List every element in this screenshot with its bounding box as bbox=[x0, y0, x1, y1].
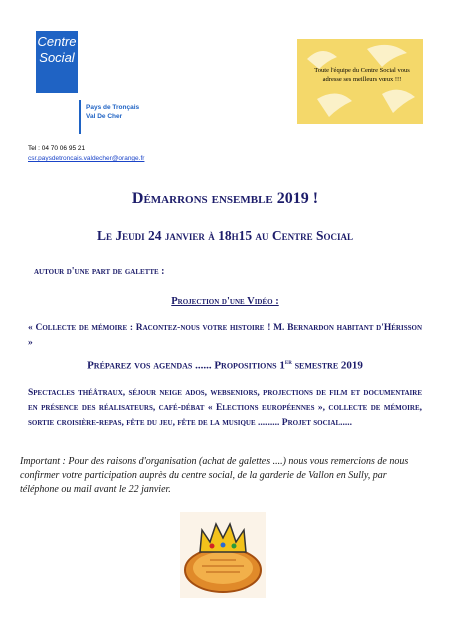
greeting-text: Toute l'équipe du Centre Social vous adresse ses meilleurs vœux !!! bbox=[314, 67, 410, 83]
agenda-heading-end: semestre 2019 bbox=[291, 359, 363, 372]
event-subtitle: Le Jeudi 24 janvier à 18h15 au Centre Social bbox=[96, 228, 354, 243]
important-note: Important : Pour des raisons d'organisation (achat de galettes ....) nous vous remercions de nous confirmer votre participation auprès du centre social, de la garderie de Vallon en Sully, par téléphone ou mail avant le 22 janvier. bbox=[20, 456, 409, 495]
contact-email-link[interactable]: csr.paysdetroncais.valdecher@orange.fr bbox=[28, 155, 145, 162]
page-title: Démarrons ensemble 2019 ! bbox=[131, 190, 319, 207]
contact-phone: Tel : 04 70 06 95 21 bbox=[28, 145, 86, 152]
galette-line: autour d'une part de galette : bbox=[34, 266, 165, 277]
logo-org-line-1: Pays de Tronçais bbox=[86, 104, 140, 111]
logo-org-name bbox=[86, 103, 139, 121]
agenda-heading-text: Préparez vos agendas ...... Propositions 1 bbox=[87, 359, 285, 372]
logo-line-2: Social bbox=[39, 50, 75, 65]
logo-line-1: Centre bbox=[37, 34, 77, 49]
logo-org-line-2: Val De Cher bbox=[86, 113, 123, 120]
logo-divider bbox=[79, 100, 81, 134]
galette-crown-icon bbox=[180, 512, 266, 598]
activities-list: Spectacles théâtraux, séjour neige ados, webseniors, projections de film et documentaire en présence des réalisateurs, café-débat « Elections européennes », collecte de mémoire, sortie croisière-repas, fête du jeu, fête de la musique ......... Projet social..... bbox=[28, 388, 422, 428]
projection-title: Projection d'une Vidéo : bbox=[171, 296, 279, 307]
logo-wordmark bbox=[36, 34, 78, 66]
agenda-heading bbox=[0, 358, 450, 372]
projection-description: « Collecte de mémoire : Racontez-nous votre histoire ! M. Bernardon habitant d'Hérisson » bbox=[28, 323, 422, 348]
agenda-sup: er bbox=[284, 358, 292, 366]
